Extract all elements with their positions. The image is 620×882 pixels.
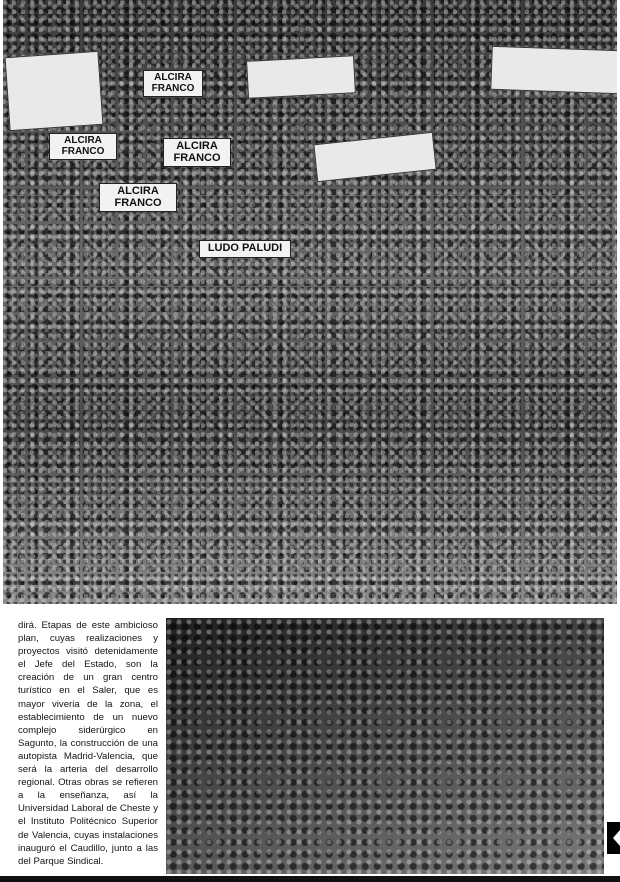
banner [5, 51, 104, 131]
protest-sign: ALCIRA FRANCO [163, 138, 231, 167]
banner [313, 132, 436, 182]
crowd-photo [3, 0, 617, 604]
article-text: dirá. Etapas de este ambicioso plan, cuyas realizaciones y proyectos visitó detenidamente el Jefe del Estado, son la creación de un gran centro turístico en el Saler, que es mayor viveria de la zona, el establecimiento de un nuevo complejo siderúrgico en Sagunto, la construcción de una autopista Madrid-Valencia, que será la arteria del desarrollo regional. Otras obras se refieren a la enseñanza, así la Universidad Laboral de Cheste y el Instituto Politécnico Superior de Valencia, cuyas instalaciones inauguró el Caudillo, junto a las del Parque Sindical. [18, 620, 158, 867]
banner [490, 46, 617, 94]
protest-sign: ALCIRA FRANCO [99, 183, 177, 212]
protest-sign: ALCIRA FRANCO [49, 133, 117, 160]
protest-sign: LUDO PALUDI [199, 240, 291, 258]
bottom-rule [0, 876, 620, 882]
page-edge-marker [607, 822, 620, 854]
protest-sign: ALCIRA FRANCO [143, 70, 203, 97]
banner [246, 55, 356, 99]
ceremony-photo [166, 618, 604, 874]
